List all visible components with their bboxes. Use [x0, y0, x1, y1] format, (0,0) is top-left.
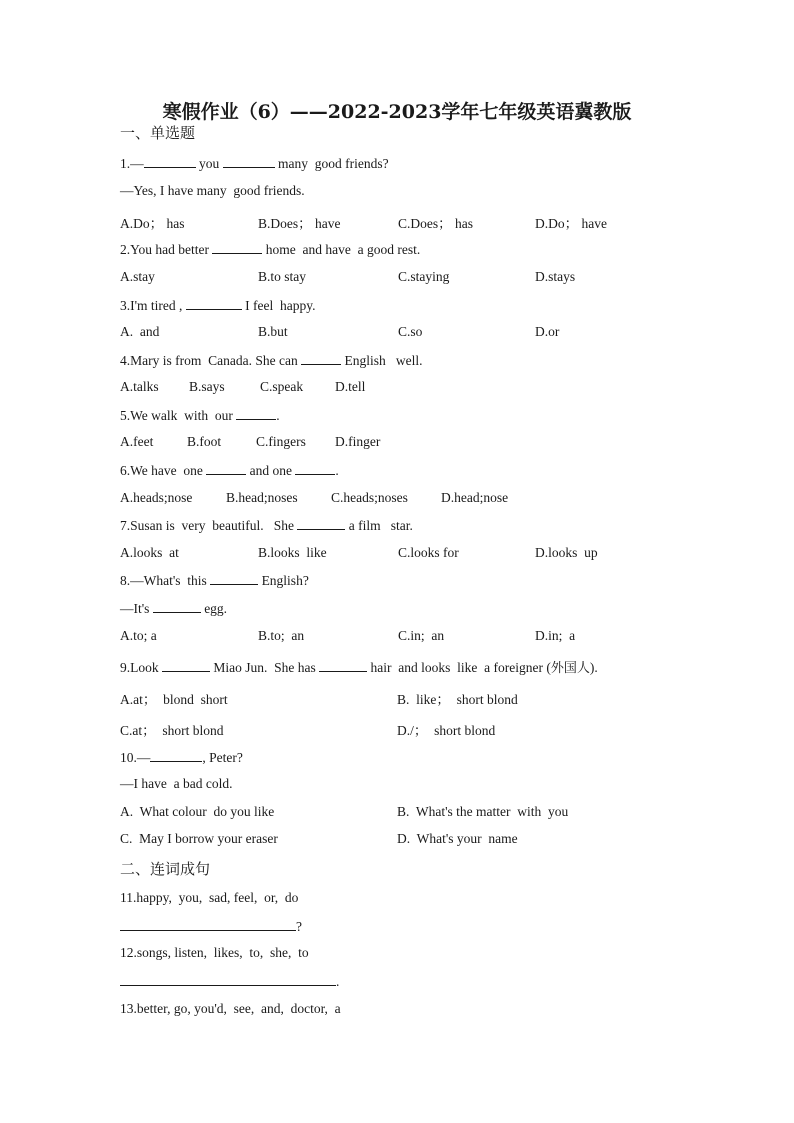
q9-option-b: B. like； short blond [397, 692, 518, 707]
q5-option-b: B.foot [187, 434, 222, 449]
answer-blank [210, 572, 258, 585]
question-12-answer-line: . [120, 973, 339, 990]
question-11: 11.happy, you, sad, feel, or, do [120, 890, 299, 905]
question-5: 5.We walk with our . [120, 408, 280, 423]
q10-option-a: A. What colour do you like [120, 804, 275, 819]
q10-option-d: D. What's your name [397, 831, 518, 846]
question-10: 10.— , Peter? [120, 750, 243, 765]
q9-option-c: C.at； short blond [120, 723, 224, 738]
question-8: 8.—What's this English? [120, 573, 309, 588]
q6-option-d: D.head;nose [441, 490, 509, 505]
q3-option-a: A. and [120, 324, 160, 339]
q2-option-c: C.staying [398, 269, 450, 284]
q2-option-d: D.stays [535, 269, 576, 284]
q3-option-d: D.or [535, 324, 560, 339]
q7-option-d: D.looks up [535, 545, 598, 560]
q2-option-b: B.to stay [258, 269, 307, 284]
q9-option-a: A.at； blond short [120, 692, 228, 707]
answer-blank [212, 241, 262, 254]
answer-blank [301, 352, 341, 365]
q8-option-c: C.in; an [398, 628, 445, 643]
answer-blank [186, 297, 242, 310]
question-8-line2: —It's egg. [120, 601, 228, 616]
answer-blank [144, 155, 196, 168]
question-2: 2.You had better home and have a good rest. [120, 242, 421, 257]
question-13: 13.better, go, you'd, see, and, doctor, a [120, 1001, 341, 1016]
section-heading-single-choice: 一、单选题 [120, 124, 196, 142]
q6-option-c: C.heads;noses [331, 490, 408, 505]
question-1: 1.— you many good friends? [120, 156, 389, 171]
q4-option-b: B.says [189, 379, 225, 394]
answer-blank [120, 918, 296, 931]
question-11-answer-line: ? [120, 918, 302, 935]
question-10-line2: —I have a bad cold. [120, 776, 233, 791]
q6-option-a: A.heads;nose [120, 490, 193, 505]
q7-option-b: B.looks like [258, 545, 327, 560]
q6-option-b: B.head;noses [226, 490, 298, 505]
question-4: 4.Mary is from Canada. She can English well. [120, 353, 423, 368]
q8-option-d: D.in; a [535, 628, 576, 643]
q1-option-d: D.Do； have [535, 216, 607, 231]
answer-blank [297, 517, 345, 530]
q1-option-c: C.Does； has [398, 216, 473, 231]
question-3: 3.I'm tired , I feel happy. [120, 298, 316, 313]
q5-option-c: C.fingers [256, 434, 306, 449]
q10-option-b: B. What's the matter with you [397, 804, 569, 819]
answer-blank [295, 462, 335, 475]
question-7: 7.Susan is very beautiful. She a film star. [120, 518, 413, 533]
question-1-line2: —Yes, I have many good friends. [120, 183, 305, 198]
q8-option-b: B.to; an [258, 628, 305, 643]
answer-blank [206, 462, 246, 475]
answer-blank [223, 155, 275, 168]
section-heading-sentence-building: 二、连词成句 [120, 860, 211, 878]
q4-option-d: D.tell [335, 379, 366, 394]
q3-option-b: B.but [258, 324, 288, 339]
q2-option-a: A.stay [120, 269, 155, 284]
answer-blank [236, 407, 276, 420]
answer-blank [162, 659, 210, 672]
question-12: 12.songs, listen, likes, to, she, to [120, 945, 309, 960]
q10-option-c: C. May I borrow your eraser [120, 831, 278, 846]
question-9: 9.Look Miao Jun. She has hair and looks like a foreigner (外国人). [120, 660, 598, 676]
q8-option-a: A.to; a [120, 628, 157, 643]
q5-option-d: D.finger [335, 434, 381, 449]
q4-option-a: A.talks [120, 379, 159, 394]
q5-option-a: A.feet [120, 434, 154, 449]
q7-option-c: C.looks for [398, 545, 459, 560]
answer-blank [120, 973, 336, 986]
q4-option-c: C.speak [260, 379, 304, 394]
question-6: 6.We have one and one . [120, 463, 339, 478]
q9-option-d: D./； short blond [397, 723, 496, 738]
answer-blank [153, 600, 201, 613]
q1-option-b: B.Does； have [258, 216, 341, 231]
q7-option-a: A.looks at [120, 545, 179, 560]
page-title: 寒假作业（6）——2022-2023学年七年级英语冀教版 [162, 101, 632, 123]
q1-option-a: A.Do； has [120, 216, 185, 231]
q3-option-c: C.so [398, 324, 423, 339]
answer-blank [319, 659, 367, 672]
answer-blank [150, 749, 202, 762]
